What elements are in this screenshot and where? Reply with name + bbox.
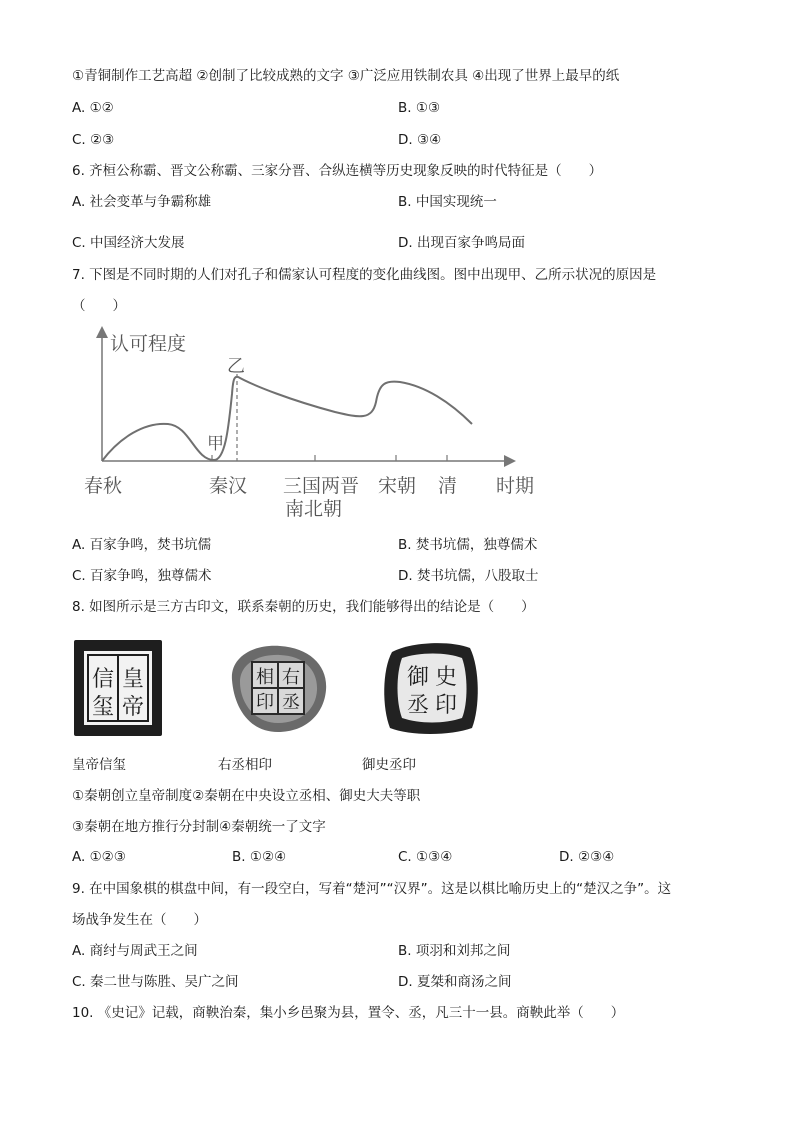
q5-option-a: A. ①②	[72, 100, 114, 116]
q7-option-a: A. 百家争鸣，焚书坑儒	[72, 537, 212, 553]
recognition-curve	[102, 377, 472, 461]
seal-char: 信	[91, 667, 115, 692]
seal-char: 丞	[406, 693, 430, 718]
q7-option-c: C. 百家争鸣，独尊儒术	[72, 568, 212, 584]
q8-statements-line2: ③秦朝在地方推行分封制④秦朝统一了文字	[72, 819, 326, 835]
q5-option-d: D. ③④	[398, 132, 442, 148]
seal-char: 史	[434, 665, 458, 690]
q6-option-b: B. 中国实现统一	[398, 194, 497, 210]
x-tick-label-songchao: 宋朝	[378, 475, 417, 497]
q7-stem-line1: 7. 下图是不同时期的人们对孔子和儒家认可程度的变化曲线图。图中出现甲、乙所示状况的原因是	[72, 267, 657, 283]
seal-image-yushi	[380, 638, 482, 738]
seal-char: 丞	[282, 692, 300, 713]
q9-option-a: A. 商纣与周武王之间	[72, 943, 198, 959]
seal-image-youchengxiang	[222, 640, 332, 736]
recognition-curve-chart	[80, 322, 550, 522]
seal-char: 右	[282, 667, 300, 688]
x-tick-label-chunqiu: 春秋	[84, 475, 123, 497]
annotation-yi: 乙	[227, 356, 245, 377]
seal-image-huangdi	[72, 638, 164, 738]
seal-char: 印	[256, 692, 274, 713]
seal-label-yushi: 御史丞印	[362, 757, 416, 773]
seal-label-youchengxiang: 右丞相印	[218, 757, 272, 773]
q8-option-c: C. ①③④	[398, 849, 453, 865]
x-tick-label-qinhan: 秦汉	[209, 475, 248, 497]
seal-char: 印	[434, 693, 458, 718]
q7-option-b: B. 焚书坑儒，独尊儒术	[398, 537, 538, 553]
q6-option-a: A. 社会变革与争霸称雄	[72, 194, 212, 210]
q8-statements-line1: ①秦朝创立皇帝制度②秦朝在中央设立丞相、御史大夫等职	[72, 788, 421, 804]
q6-stem: 6. 齐桓公称霸、晋文公称霸、三家分晋、合纵连横等历史现象反映的时代特征是（ ）	[72, 163, 603, 179]
q10-stem: 10. 《史记》记载，商鞅治秦，集小乡邑聚为县，置令、丞，凡三十一县。商鞅此举（ ）	[72, 1005, 625, 1021]
q7-stem-line2: （ ）	[72, 298, 126, 314]
x-axis-label: 时期	[496, 475, 535, 497]
x-tick-label-sanguo: 三国两晋	[283, 475, 360, 497]
seal-char: 帝	[121, 695, 145, 720]
q9-option-d: D. 夏桀和商汤之间	[398, 974, 512, 990]
seal-label-huangdi: 皇帝信玺	[72, 757, 126, 773]
x-tick-label-qing: 清	[438, 475, 458, 497]
q8-stem: 8. 如图所示是三方古印文，联系秦朝的历史，我们能够得出的结论是（ ）	[72, 599, 535, 615]
q9-stem-line2: 场战争发生在（ ）	[72, 912, 207, 928]
q6-option-d: D. 出现百家争鸣局面	[398, 235, 525, 251]
q9-option-c: C. 秦二世与陈胜、吴广之间	[72, 974, 239, 990]
y-axis-label: 认可程度	[110, 333, 187, 355]
q8-option-d: D. ②③④	[559, 849, 615, 865]
q5-option-b: B. ①③	[398, 100, 441, 116]
q7-option-d: D. 焚书坑儒，八股取士	[398, 568, 539, 584]
q8-option-a: A. ①②③	[72, 849, 126, 865]
q8-option-b: B. ①②④	[232, 849, 287, 865]
seal-char: 相	[256, 667, 274, 688]
seal-char: 御	[406, 665, 430, 690]
x-tick-label-nanbeichao: 南北朝	[285, 498, 343, 520]
q9-option-b: B. 项羽和刘邦之间	[398, 943, 511, 959]
q9-stem-line1: 9. 在中国象棋的棋盘中间，有一段空白，写着“楚河”“汉界”。这是以棋比喻历史上的“楚汉之争”。这	[72, 881, 672, 897]
q6-option-c: C. 中国经济大发展	[72, 235, 185, 251]
q5-statements: ①青铜制作工艺高超 ②创制了比较成熟的文字 ③广泛应用铁制农具 ④出现了世界上最早的纸	[72, 68, 620, 84]
seal-char: 皇	[121, 667, 145, 692]
q5-option-c: C. ②③	[72, 132, 115, 148]
annotation-jia: 甲	[207, 434, 224, 454]
seal-char: 玺	[91, 695, 115, 720]
